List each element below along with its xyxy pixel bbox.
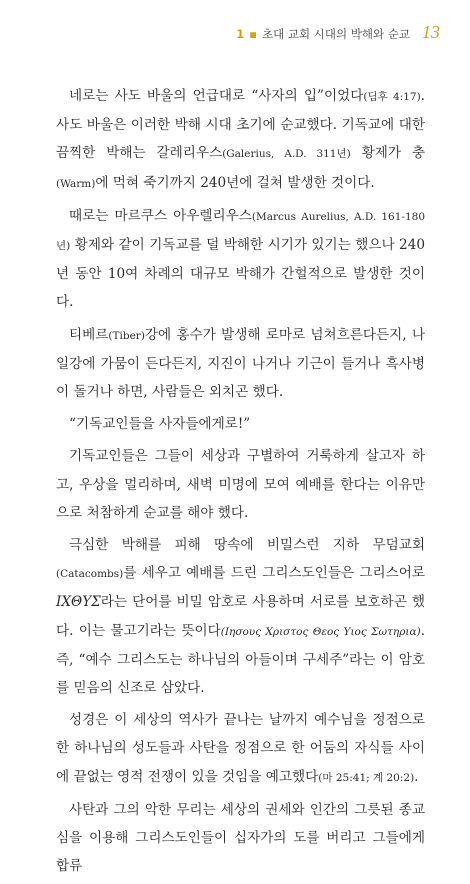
paragraph [56, 410, 425, 438]
text-run: 사탄과 그의 악한 무리는 세상의 권세와 인간의 그릇된 종교심을 이용해 그리스도인들이 십자가의 도를 버리고 그들에게 합류 [56, 801, 425, 875]
text-run: . 사도 바울은 이러한 박해 시대 초기에 순교했다. 기독교에 대한 끔찍한 박해는 갈레리우스 [56, 88, 425, 162]
inline-note: (Tiber) [108, 329, 145, 342]
text-run: 를 세우고 예배를 드린 그리스도인들은 그리스어로 [123, 565, 425, 582]
page-number: 13 [422, 22, 440, 42]
inline-note: (Ιησους Χριστος Θεος Υιος Σωτηρια) [220, 625, 421, 638]
inline-note: (마 25:41; 계 20:2) [318, 771, 415, 784]
text-run: 티베르 [69, 326, 109, 343]
inline-note: (Galerius, A.D. 311년) [222, 148, 351, 161]
text-run: 성경은 이 세상의 역사가 끝나는 날까지 예수님을 정점으로 한 하나님의 성도들과 사탄을 정점으로 한 어둠의 자식들 사이에 끝없는 영적 전쟁이 있을 것임을 예고했다 [56, 712, 425, 785]
inline-note: (Marcus Aurelius, A.D. 161-180년) [56, 210, 425, 253]
text-run: 황제가 충 [350, 145, 425, 162]
paragraph [56, 202, 425, 317]
text-run: . [414, 768, 419, 785]
header-bullet-icon: ▪ [249, 27, 258, 41]
inline-note: (Warm) [56, 177, 96, 190]
running-header [30, 22, 440, 43]
text-run: 에 먹혀 죽기까지 240년에 걸쳐 발생한 것이다. [95, 174, 375, 191]
chapter-number: 1 [236, 27, 245, 41]
text-run: 네로는 사도 바울의 언급대로 “사자의 입”이었다 [69, 88, 364, 104]
paragraph [56, 442, 425, 527]
text-run: 황제와 같이 기독교를 덜 박해한 시기가 있기는 했으나 240년 동안 10여 차례의 대규모 박해가 간헐적으로 발생한 것이다. [56, 237, 425, 311]
chapter-title: 초대 교회 시대의 박해와 순교 [262, 27, 410, 41]
paragraph [56, 321, 425, 407]
inline-note: ΙΧΘΥΣ [56, 594, 101, 611]
paragraph [56, 796, 425, 881]
paragraph [56, 531, 425, 702]
body-text [56, 82, 425, 884]
paragraph [56, 82, 425, 198]
paragraph [56, 706, 425, 792]
text-run: . 즉, “예수 그리스도는 하나님의 아들이며 구세주”라는 이 암호를 믿음의 신조로 삼았다. [56, 622, 426, 697]
text-run: 라는 단어를 비밀 암호로 사용하며 서로를 보호하곤 했다. 이는 물고기라는 뜻이다 [56, 594, 425, 639]
text-run: 기독교인들은 그들이 세상과 구별하여 거룩하게 살고자 하고, 우상을 멀리하며, 새벽 미명에 모여 예배를 한다는 이유만으로 처참하게 순교를 해야 했다. [56, 448, 425, 521]
text-run: 때로는 마르쿠스 아우렐리우스 [69, 207, 252, 224]
text-run: 극심한 박해를 피해 땅속에 비밀스런 지하 무덤교회 [69, 537, 425, 554]
inline-note: (딤후 4:17) [363, 91, 421, 103]
inline-note: (Catacombs) [56, 568, 124, 581]
text-run: 강에 홍수가 발생해 로마로 넘쳐흐른다든지, 나일강에 가뭄이 든다든지, 지진이 나거나 기근이 들거나 흑사병이 돌거나 하면, 사람들은 외치곤 했다. [56, 326, 425, 401]
text-run: “기독교인들을 사자들에게로!” [69, 416, 251, 433]
